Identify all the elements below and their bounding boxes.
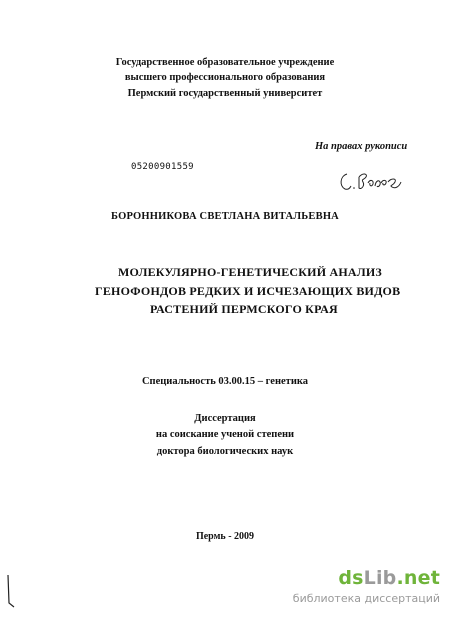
title-line-2: ГЕНОФОНДОВ РЕДКИХ И ИСЧЕЗАЮЩИХ ВИДОВ <box>95 284 401 298</box>
dissertation-line-2: на соискание ученой степени <box>155 429 295 440</box>
city-year: Пермь - 2009 <box>195 531 255 542</box>
institution-line-1: Государственное образовательное учреждение <box>115 57 335 68</box>
author-name: БОРОННИКОВА СВЕТЛАНА ВИТАЛЬЕВНА <box>111 211 339 222</box>
institution-line-3: Пермский государственный университет <box>127 88 323 99</box>
specialty: Специальность 03.00.15 – генетика <box>141 376 309 387</box>
logo-net: .net <box>396 567 440 589</box>
dissertation-line-3: доктора биологических наук <box>156 446 294 457</box>
scan-edge-mark <box>6 573 16 613</box>
watermark-tagline: библиотека диссертаций <box>292 592 440 605</box>
logo-lib: Lib <box>363 567 397 589</box>
dslib-logo <box>338 567 440 589</box>
institution-line-2: высшего профессионального образования <box>124 72 326 83</box>
document-code: 05200901559 <box>131 162 194 172</box>
dslib-watermark[interactable] <box>292 567 450 617</box>
title-line-1: МОЛЕКУЛЯРНО-ГЕНЕТИЧЕСКИЙ АНАЛИЗ <box>118 265 382 279</box>
manuscript-rights-note: На правах рукописи <box>315 141 408 152</box>
dissertation-line-1: Диссертация <box>194 413 256 424</box>
title-line-3: РАСТЕНИЙ ПЕРМСКОГО КРАЯ <box>150 302 338 316</box>
logo-ds: ds <box>338 567 364 589</box>
handwritten-signature <box>335 168 405 194</box>
